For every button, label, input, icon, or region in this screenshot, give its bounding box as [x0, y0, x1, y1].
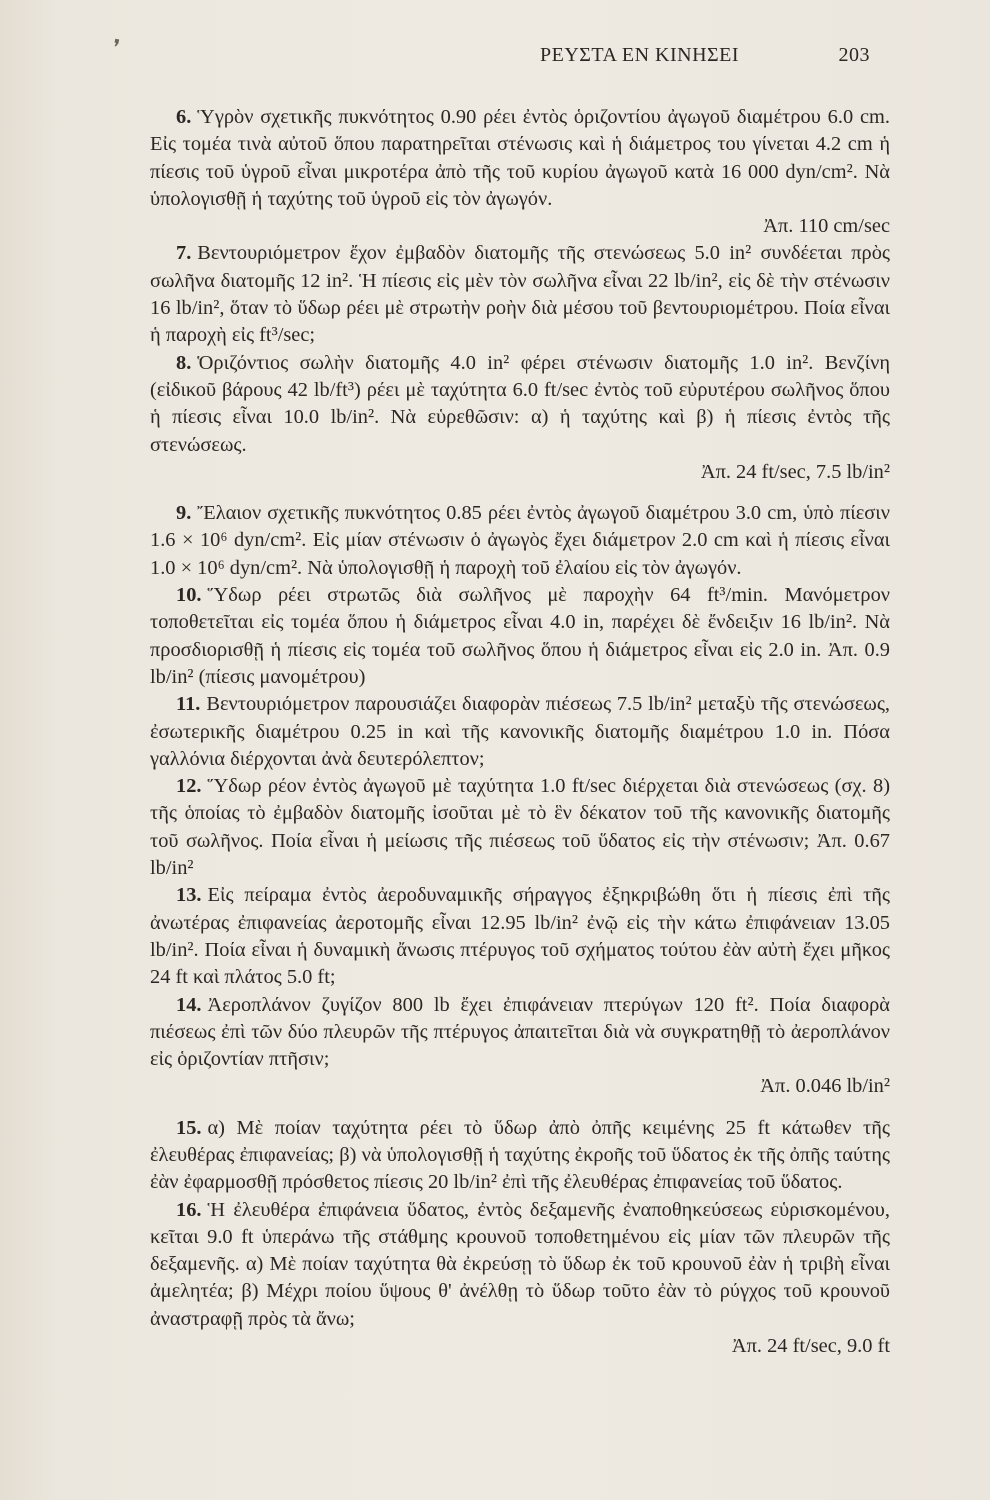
answer: Ἀπ. 24 ft/sec, 9.0 ft — [731, 1335, 890, 1358]
problem-list — [150, 104, 890, 1360]
problem-15: 15. α) Μὲ ποίαν ταχύτητα ρέει τὸ ὕδωρ ἀπὸ ὀπῆς κειμένης 25 ft κάτωθεν τῆς ἐλευθέρας ἐπιφανείας; β) νὰ ὑπολογισθῇ ἡ ταχύτης ἐκροῆς τοῦ ὕδατος ἐκ τῆς ὀπῆς ταύτης ἐὰν ἐφαρμοσθῇ πρόσθετος πίεσις 20 lb/in² ἐπὶ τῆς ἐλευθέρας ἐπιφανείας τοῦ ὕδατος. — [150, 1116, 890, 1194]
page-number: 203 — [838, 44, 870, 66]
problem-16: 16. Ἡ ἐλευθέρα ἐπιφάνεια ὕδατος, ἐντὸς δεξαμενῆς ἐναποθηκεύσεως εὑρισκομένου, κεῖται 9.0 ft ὑπεράνω τῆς στάθμης κρουνοῦ τοποθετημένου εἰς μίαν τῶν πλευρῶν τῆς δεξαμενῆς. α) Μὲ ποίαν ταχύτητα θὰ ἐκρεύσῃ τὸ ὕδωρ ἐκ τοῦ κρουνοῦ ἐὰν ἡ τριβὴ εἶναι ἀμελητέα; β) Μέχρι ποίου ὕψους θ' ἀνέλθῃ τὸ ὕδωρ τοῦτο ἐὰν τὸ ρύγχος τοῦ κρουνοῦ ἀναστραφῇ πρὸς τὰ ἄνω; Ἀπ. 24 ft/sec, 9.0 ft — [150, 1197, 890, 1361]
answer: Ἀπ. 0.046 lb/in² — [760, 1075, 890, 1098]
margin-mark: ❜ — [109, 35, 122, 62]
problem-10: 10. Ὕδωρ ρέει στρωτῶς διὰ σωλῆνος μὲ παροχὴν 64 ft³/min. Μανόμετρον τοποθετεῖται εἰς τομέα ὅπου ἡ διάμετρος εἶναι 4.0 in, παρέχει δὲ ἔνδειξιν 16 lb/in². Νὰ προσδιορισθῇ ἡ πίεσις εἰς τομέα τοῦ σωλῆνος ὅπου ἡ διάμετρος εἶναι εἰς 2.0 in. Ἀπ. 0.9 lb/in² (πίεσις μανομέτρου) — [150, 584, 890, 688]
problem-13: 13. Εἰς πείραμα ἐντὸς ἀεροδυναμικῆς σήραγγος ἐξηκριβώθη ὅτι ἡ πίεσις ἐπὶ τῆς ἀνωτέρας ἐπιφανείας ἀεροτομῆς εἶναι 12.95 lb/in² ἐνῷ εἰς τὴν κάτω ἐπιφάνειαν 13.05 lb/in². Ποία εἶναι ἡ δυναμικὴ ἄνωσις πτέρυγος τοῦ σχήματος τούτου ἐὰν αὐτὴ ἔχει μῆκος 24 ft καὶ πλάτος 5.0 ft; — [150, 884, 890, 989]
running-title: ΡΕΥΣΤΑ ΕΝ ΚΙΝΗΣΕΙ — [540, 44, 740, 66]
answer: Ἀπ. 24 ft/sec, 7.5 lb/in² — [700, 460, 890, 483]
problem-6: 6. Ὑγρὸν σχετικῆς πυκνότητος 0.90 ρέει ἐντὸς ὁριζοντίου ἀγωγοῦ διαμέτρου 6.0 cm. Εἰς τομέα τινὰ αὐτοῦ ὅπου παρατηρεῖται στένωσις καὶ ἡ διάμετρος του γίνεται 4.2 cm ἡ πίεσις τοῦ ὑγροῦ εἶναι μικροτέρα ἀπὸ τῆς τοῦ κυρίου ἀγωγοῦ κατὰ 16 000 dyn/cm². Νὰ ὑπολογισθῇ ἡ ταχύτης τοῦ ὑγροῦ εἰς τὸν ἀγωγόν. Ἀπ. 110 cm/sec — [150, 104, 890, 240]
problem-14: 14. Ἀεροπλάνον ζυγίζον 800 lb ἔχει ἐπιφάνειαν πτερύγων 120 ft². Ποία διαφορὰ πιέσεως ἐπὶ τῶν δύο πλευρῶν τῆς πτέρυγος ἀπαιτεῖται διὰ νὰ συγκρατηθῇ τὸ ἀεροπλάνον εἰς ὁριζοντίαν πτῆσιν; Ἀπ. 0.046 lb/in² — [150, 992, 890, 1101]
problem-7: 7. Βεντουριόμετρον ἔχον ἐμβαδὸν διατομῆς τῆς στενώσεως 5.0 in² συνδέεται πρὸς σωλῆνα διατομῆς 12 in². Ἡ πίεσις εἰς μὲν τὸν σωλῆνα εἶναι 22 lb/in², εἰς δὲ τὴν στένωσιν 16 lb/in², ὅταν τὸ ὕδωρ ρέει μὲ στρωτὴν ροὴν διὰ μέσου τοῦ βεντουριομέτρου. Ποία εἶναι ἡ παροχὴ εἰς ft³/sec; — [150, 242, 890, 347]
problem-8: 8. Ὁριζόντιος σωλὴν διατομῆς 4.0 in² φέρει στένωσιν διατομῆς 1.0 in². Βενζίνη (εἰδικοῦ βάρους 42 lb/ft³) ρέει μὲ ταχύτητα 6.0 ft/sec ἐντὸς τοῦ εὐρυτέρου σωλῆνος ὅπου ἡ πίεσις εἶναι 10.0 lb/in². Νὰ εὑρεθῶσιν: α) ἡ ταχύτης καὶ β) ἡ πίεσις ἐντὸς τῆς στενώσεως. Ἀπ. 24 ft/sec, 7.5 lb/in² — [150, 350, 890, 486]
problem-9: 9. Ἔλαιον σχετικῆς πυκνότητος 0.85 ρέει ἐντὸς ἀγωγοῦ διαμέτρου 3.0 cm, ὑπὸ πίεσιν 1.6 × 10⁶ dyn/cm². Εἰς μίαν στένωσιν ὁ ἀγωγὸς ἔχει διάμετρον 2.0 cm καὶ ἡ πίεσις εἶναι 1.0 × 10⁶ dyn/cm². Νὰ ὑπολογισθῇ ἡ παροχὴ τοῦ ἐλαίου εἰς τὸν ἀγωγόν. — [150, 502, 890, 579]
page-header — [540, 44, 870, 67]
answer: Ἀπ. 110 cm/sec — [763, 215, 890, 238]
problem-12: 12. Ὕδωρ ρέον ἐντὸς ἀγωγοῦ μὲ ταχύτητα 1.0 ft/sec διέρχεται διὰ στενώσεως (σχ. 8) τῆς ὁποίας τὸ ἐμβαδὸν διατομῆς ἰσοῦται μὲ τὸ ἓν δέκατον τοῦ τῆς κανονικῆς διατομῆς τοῦ σωλῆνος. Ποία εἶναι ἡ μείωσις τῆς πιέσεως τοῦ ὕδατος εἰς τὴν στένωσιν; Ἀπ. 0.67 lb/in² — [150, 775, 890, 880]
problem-11: 11. Βεντουριόμετρον παρουσιάζει διαφορὰν πιέσεως 7.5 lb/in² μεταξὺ τῆς στενώσεως, ἐσωτερικῆς διαμέτρου 0.25 in καὶ τῆς κανονικῆς διατομῆς διαμέτρου 1.0 in. Πόσα γαλλόνια διέρχονται ἀνὰ δευτερόλεπτον; — [150, 693, 890, 770]
